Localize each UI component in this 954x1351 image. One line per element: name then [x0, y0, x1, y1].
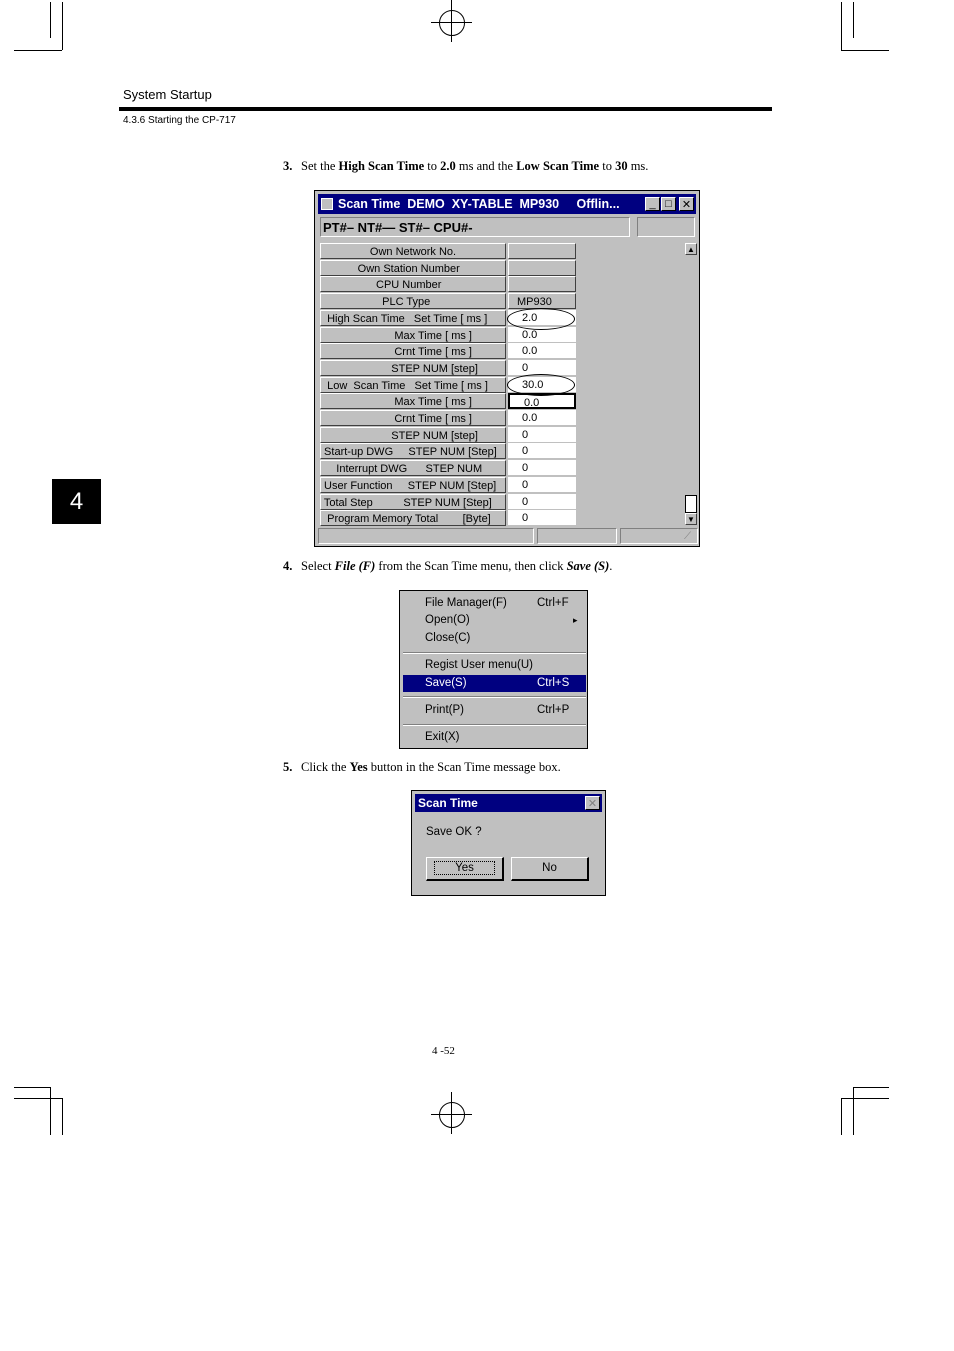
- grid-row-label: Max Time [ ms ]: [320, 327, 506, 343]
- grid-row-label: Start-up DWG STEP NUM [Step]: [320, 443, 506, 459]
- step-text-run: High Scan Time: [338, 159, 425, 173]
- grid-row-value: MP930: [508, 293, 576, 309]
- menu-item-label: Open(O): [425, 614, 470, 626]
- menu-item-print[interactable]: [403, 702, 586, 719]
- highlight-oval: [507, 308, 575, 330]
- grid-row-value[interactable]: 0.0: [508, 393, 576, 409]
- status-bar-pane: [318, 528, 534, 544]
- crop-mark: [841, 1098, 889, 1099]
- resize-grip-icon[interactable]: ⟋: [684, 531, 691, 542]
- grid-row: [320, 477, 576, 493]
- step-number: 5.: [283, 760, 293, 774]
- step-text-run: .: [609, 559, 613, 573]
- menu-item-label: Print(P): [425, 704, 464, 716]
- file-menu: [399, 590, 588, 749]
- step-5: [283, 760, 561, 775]
- grid-row-value[interactable]: 0.0: [508, 343, 576, 359]
- grid-empty-area: [577, 243, 684, 525]
- grid-row-value[interactable]: 0: [508, 477, 576, 493]
- step-text-run: to: [424, 159, 441, 173]
- grid-row: [320, 510, 576, 526]
- grid-row-value: [508, 260, 576, 276]
- grid-row-label: Program Memory Total [Byte]: [320, 510, 506, 526]
- menu-item-shortcut: Ctrl+F: [537, 597, 569, 609]
- scan-time-dialog: [411, 790, 606, 896]
- crop-mark: [62, 2, 63, 50]
- step-text-run: button in the Scan Time message box.: [367, 760, 561, 774]
- menu-item-label: Exit(X): [425, 731, 460, 743]
- crop-mark: [50, 1087, 51, 1135]
- grid-row-label: Interrupt DWG STEP NUM: [320, 460, 506, 476]
- grid-row-value[interactable]: 30.0: [508, 377, 576, 393]
- scan-time-window: [314, 190, 700, 547]
- chapter-tab: 4: [52, 479, 101, 524]
- registration-mark: [431, 22, 472, 23]
- grid-row-label: Own Station Number: [320, 260, 506, 276]
- maximize-button[interactable]: □: [661, 197, 676, 211]
- scroll-thumb[interactable]: [685, 495, 697, 513]
- page-number: 4 -52: [432, 1045, 455, 1057]
- submenu-arrow-icon: ▸: [573, 615, 578, 625]
- menu-separator: [403, 724, 586, 726]
- status-line-secondary: [637, 217, 695, 237]
- menu-item-regist-user-menu[interactable]: [403, 657, 586, 674]
- scroll-up-button[interactable]: ▲: [685, 243, 697, 255]
- grid-row: [320, 260, 576, 276]
- menu-item-shortcut: Ctrl+P: [537, 704, 570, 716]
- title-bar[interactable]: [318, 194, 696, 214]
- step-3: [283, 159, 648, 174]
- menu-item-label: File Manager(F): [425, 597, 507, 609]
- crop-mark: [841, 50, 889, 51]
- registration-mark: [431, 1114, 472, 1115]
- step-text-run: 30: [615, 159, 628, 173]
- step-text-run: to: [599, 159, 616, 173]
- grid-row: [320, 343, 576, 359]
- yes-button-label: Yes: [434, 861, 495, 875]
- grid-row-label: Crnt Time [ ms ]: [320, 343, 506, 359]
- scroll-down-button[interactable]: ▼: [685, 513, 697, 525]
- grid-row-label: Crnt Time [ ms ]: [320, 410, 506, 426]
- step-text-run: Yes: [349, 760, 368, 774]
- grid-row-label: STEP NUM [step]: [320, 360, 506, 376]
- dialog-title: Scan Time: [415, 794, 602, 812]
- crop-mark: [62, 1098, 63, 1135]
- grid-row: [320, 293, 576, 309]
- step-text-run: Select: [301, 559, 335, 573]
- menu-separator: [403, 696, 586, 698]
- grid-row-label: Max Time [ ms ]: [320, 393, 506, 409]
- step-number: 3.: [283, 159, 293, 173]
- grid-row-label: CPU Number: [320, 276, 506, 292]
- grid-row-value[interactable]: 0.0: [508, 410, 576, 426]
- grid-row-label: PLC Type: [320, 293, 506, 309]
- step-text-run: ms.: [627, 159, 649, 173]
- grid-row-label: User Function STEP NUM [Step]: [320, 477, 506, 493]
- crop-mark: [853, 1087, 889, 1088]
- step-text-run: Save (S): [566, 559, 610, 573]
- dialog-message: Save OK ?: [426, 826, 482, 838]
- menu-item-label: Close(C): [425, 632, 471, 644]
- menu-item-file-manager[interactable]: [403, 595, 586, 612]
- grid-row: [320, 427, 576, 443]
- grid-row-value[interactable]: 0.0: [508, 327, 576, 343]
- grid-row: [320, 243, 576, 259]
- section-title: System Startup: [123, 87, 212, 102]
- vertical-scrollbar[interactable]: [685, 243, 697, 525]
- registration-mark: [439, 10, 465, 36]
- step-text: [301, 760, 561, 774]
- registration-mark: [439, 1102, 465, 1128]
- header-rule: [119, 107, 772, 111]
- scroll-track[interactable]: [685, 255, 697, 495]
- menu-item-exit[interactable]: [403, 729, 586, 746]
- registration-mark: [451, 1092, 452, 1134]
- grid-row-value[interactable]: 0: [508, 494, 576, 510]
- grid-row-value[interactable]: 2.0: [508, 310, 576, 326]
- step-text-run: ms and the: [455, 159, 517, 173]
- grid-row-value[interactable]: 0: [508, 460, 576, 476]
- crop-mark: [853, 1087, 854, 1135]
- menu-item-label: Save(S): [425, 677, 467, 689]
- grid-row-value[interactable]: 0: [508, 510, 576, 526]
- registration-mark: [451, 0, 452, 42]
- step-text-run: 2.0: [440, 159, 456, 173]
- grid-row-label: Total Step STEP NUM [Step]: [320, 494, 506, 510]
- yes-button[interactable]: [426, 857, 504, 881]
- grid-row: [320, 276, 576, 292]
- subsection-title: 4.3.6 Starting the CP-717: [123, 115, 236, 126]
- menu-separator: [403, 652, 586, 654]
- grid-row-value[interactable]: 0: [508, 360, 576, 376]
- highlight-oval: [507, 374, 575, 396]
- step-number: 4.: [283, 559, 293, 573]
- grid-row-value[interactable]: 0: [508, 427, 576, 443]
- step-text: [301, 559, 612, 573]
- grid-row: [320, 410, 576, 426]
- crop-mark: [853, 2, 854, 38]
- grid-row-value: [508, 276, 576, 292]
- step-text-run: Click the: [301, 760, 350, 774]
- grid-row-label: Low Scan Time Set Time [ ms ]: [320, 377, 506, 393]
- crop-mark: [14, 50, 62, 51]
- crop-mark: [841, 1098, 842, 1135]
- menu-item-save[interactable]: [403, 675, 586, 692]
- minimize-button[interactable]: _: [645, 197, 660, 211]
- step-text-run: File (F): [334, 559, 376, 573]
- close-button[interactable]: ✕: [679, 197, 694, 211]
- menu-item-close[interactable]: [403, 630, 586, 647]
- grid-row: [320, 443, 576, 459]
- menu-item-shortcut: Ctrl+S: [537, 677, 570, 689]
- crop-mark: [14, 1098, 62, 1099]
- no-button-label: No: [542, 862, 557, 874]
- step-4: [283, 559, 612, 574]
- grid-row: [320, 460, 576, 476]
- grid-row-label: High Scan Time Set Time [ ms ]: [320, 310, 506, 326]
- menu-item-open[interactable]: [403, 612, 586, 629]
- no-button[interactable]: [511, 857, 589, 881]
- crop-mark: [14, 1087, 50, 1088]
- grid-row: [320, 494, 576, 510]
- status-line: PT#– NT#— ST#– CPU#-: [320, 217, 630, 237]
- step-text-run: from the Scan Time menu, then click: [375, 559, 567, 573]
- grid-row-value[interactable]: 0: [508, 443, 576, 459]
- window-title: Scan Time DEMO XY-TABLE MP930 Offlin...: [338, 197, 620, 211]
- step-text-run: Low Scan Time: [516, 159, 600, 173]
- grid-row-label: STEP NUM [step]: [320, 427, 506, 443]
- step-text: [301, 159, 648, 173]
- dialog-close-button[interactable]: ✕: [585, 796, 600, 810]
- window-icon[interactable]: [321, 198, 333, 210]
- menu-item-label: Regist User menu(U): [425, 659, 533, 671]
- grid-row-value: [508, 243, 576, 259]
- crop-mark: [50, 2, 51, 38]
- grid-row-label: Own Network No.: [320, 243, 506, 259]
- step-text-run: Set the: [301, 159, 339, 173]
- status-bar-pane: [537, 528, 617, 544]
- crop-mark: [841, 2, 842, 50]
